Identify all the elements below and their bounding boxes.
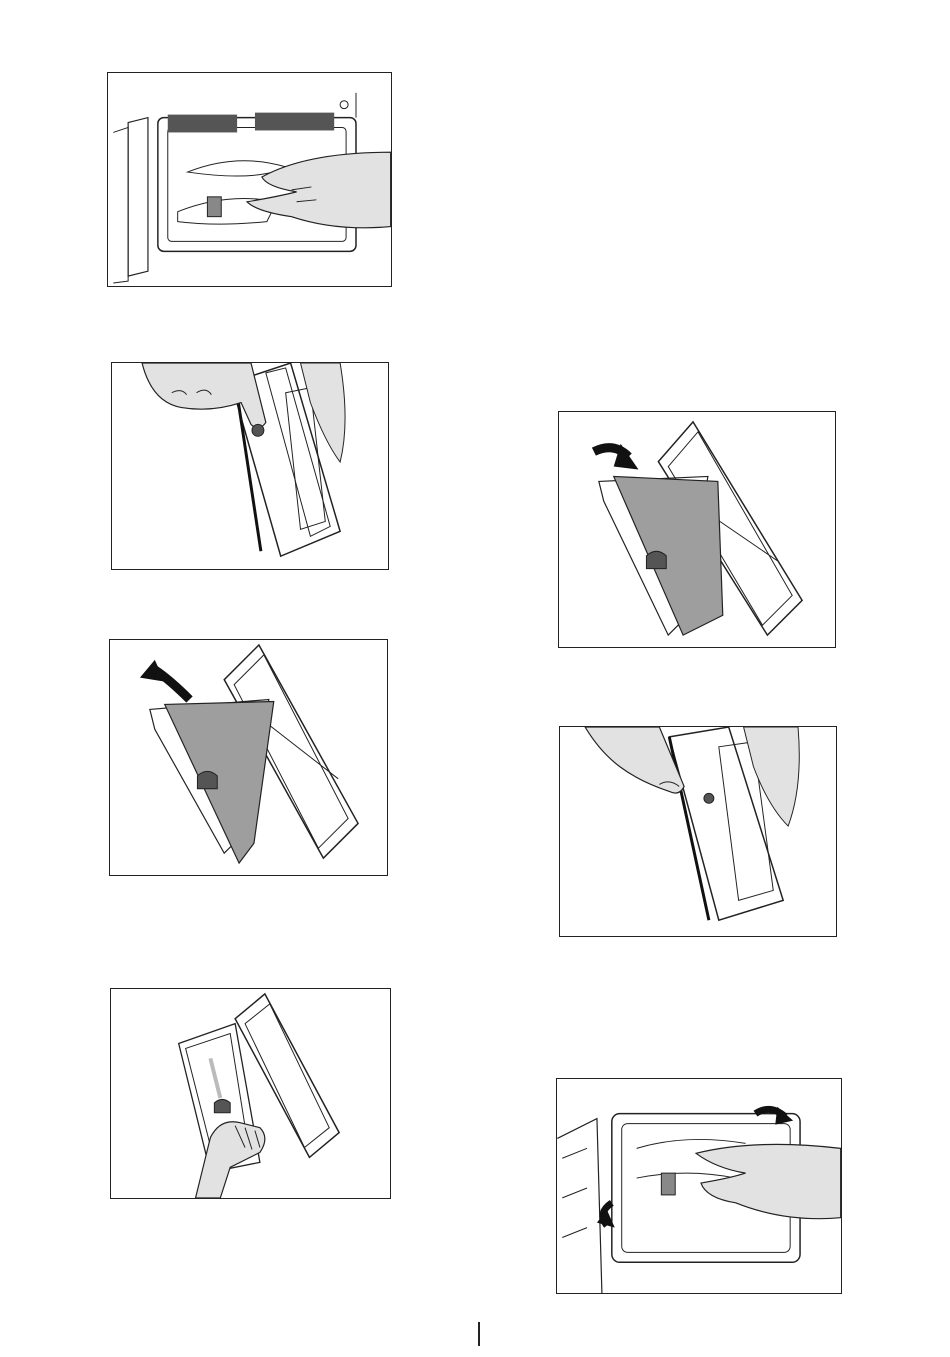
filter-close-illustration	[559, 412, 835, 647]
figure-press-latch	[111, 362, 389, 570]
figure-reinsert-filter	[556, 1078, 842, 1294]
figure-open-filter	[109, 639, 388, 876]
filter-open-illustration	[110, 640, 387, 875]
figure-clean-filter	[110, 988, 391, 1199]
figure-remove-filter	[107, 72, 392, 287]
dryer-door-filter-illustration	[108, 73, 391, 286]
filter-latch-illustration	[112, 363, 388, 569]
figure-close-filter	[558, 411, 836, 648]
filter-snap-illustration	[560, 727, 836, 936]
dryer-door-reinsert-illustration	[557, 1079, 841, 1293]
filter-clean-illustration	[111, 989, 390, 1198]
page-marker	[478, 1322, 480, 1346]
figure-snap-filter	[559, 726, 837, 937]
